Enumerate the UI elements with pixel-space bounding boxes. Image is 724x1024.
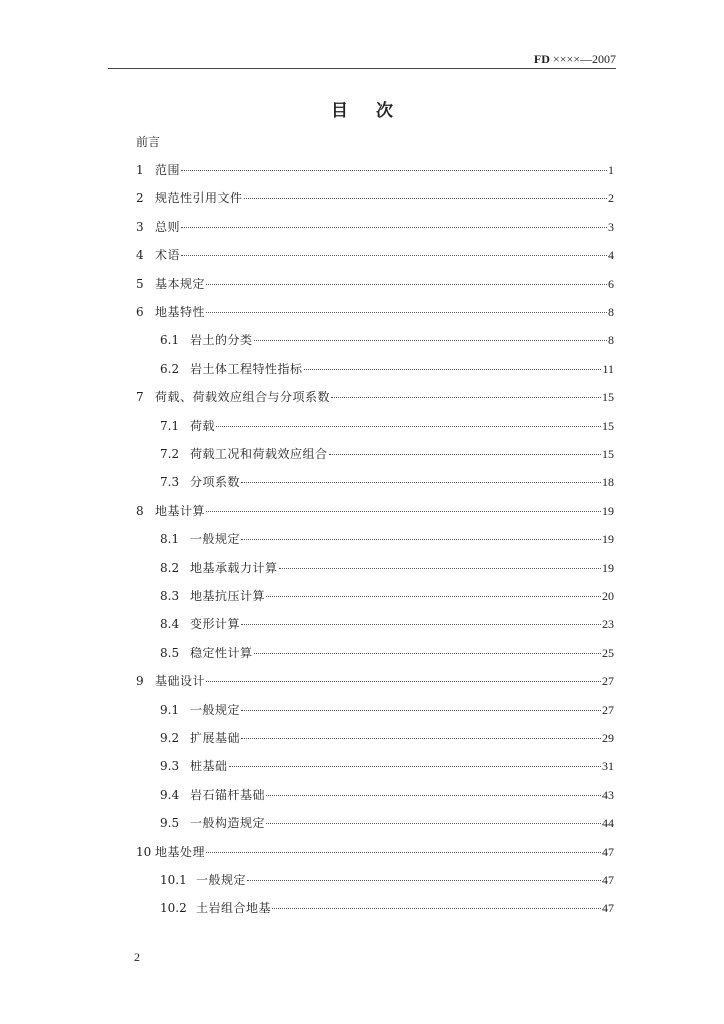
page-title: 目次 [331, 101, 421, 121]
toc-entry-title: 一般规定 [190, 532, 241, 547]
toc-entry-number: 1 [136, 163, 144, 177]
toc-entry[interactable] [136, 161, 614, 177]
toc-entry[interactable] [160, 417, 614, 433]
toc-entry[interactable] [160, 814, 614, 830]
toc-entry[interactable] [160, 615, 614, 631]
toc-entry-page: 15 [602, 447, 614, 461]
toc-leader-dots [331, 397, 601, 398]
toc-leader-dots [304, 369, 602, 370]
toc-entry-title: 分项系数 [190, 475, 241, 490]
toc-entry-title: 范围 [155, 163, 181, 177]
toc-leader-dots [266, 795, 601, 796]
toc-entry-number: 8.3 [160, 589, 180, 603]
document-code [534, 52, 616, 67]
toc-entry-number: 7.1 [160, 418, 180, 433]
toc-entry[interactable] [136, 843, 614, 859]
toc-entry[interactable] [136, 246, 614, 262]
toc-leader-dots [206, 511, 601, 512]
toc-entry[interactable] [160, 587, 614, 603]
toc-entry-page: 47 [602, 901, 614, 916]
toc-entry-number: 6.1 [160, 333, 180, 348]
document-code-prefix: FD [533, 52, 550, 66]
toc-entry-page: 18 [602, 475, 614, 490]
toc-entry-title: 荷载 [190, 418, 216, 433]
toc-leader-dots [279, 568, 601, 569]
toc-entry-page: 43 [602, 787, 614, 802]
toc-leader-dots [272, 908, 601, 909]
toc-entry-page: 8 [608, 333, 614, 348]
toc-entry-page: 27 [602, 702, 614, 717]
toc-entry-number: 9.2 [160, 731, 180, 745]
toc-entry-title: 岩土体工程特性指标 [190, 361, 303, 376]
toc-entry-title: 稳定性计算 [190, 645, 253, 660]
toc-entry-number: 9.3 [160, 759, 180, 774]
toc-entry-title: 地基处理 [155, 844, 206, 859]
toc-entry-number: 4 [136, 248, 144, 263]
toc-entry-page: 19 [602, 503, 614, 518]
toc-entry[interactable] [136, 303, 614, 319]
toc-entry-page: 4 [608, 248, 614, 263]
toc-leader-dots [241, 624, 601, 625]
toc-entry-number: 8.2 [160, 560, 180, 575]
toc-leader-dots [266, 596, 601, 597]
toc-leader-dots [241, 539, 601, 540]
toc-entry-number: 8.1 [160, 532, 180, 547]
document-code-number: ××××—2007 [549, 52, 616, 66]
toc-entry-title: 荷载、荷载效应组合与分项系数 [155, 390, 331, 405]
toc-entry-number: 9.1 [160, 702, 180, 717]
toc-entry-title: 规范性引用文件 [155, 191, 243, 206]
toc-entry-page: 19 [602, 532, 614, 547]
toc-entry[interactable] [160, 757, 614, 773]
toc-entry[interactable] [160, 871, 614, 887]
toc-entry-title: 变形计算 [190, 617, 241, 632]
toc-leader-dots [241, 710, 601, 711]
toc-entry-page: 47 [602, 873, 614, 887]
toc-entry-number: 6 [136, 305, 144, 319]
toc-entry-page: 27 [602, 674, 614, 689]
toc-leader-dots [254, 340, 607, 341]
toc-entry[interactable] [160, 899, 614, 915]
toc-entry-title: 术语 [155, 248, 181, 263]
toc-entry[interactable] [136, 275, 614, 291]
toc-entry-number: 8.4 [160, 617, 180, 632]
toc-entry[interactable] [160, 331, 614, 347]
toc-entry-page: 19 [602, 560, 614, 575]
toc-entry-page: 20 [602, 589, 614, 603]
toc-entry[interactable] [160, 729, 614, 745]
toc-entry-title: 一般规定 [190, 702, 241, 717]
toc-entry-title: 荷载工况和荷载效应组合 [190, 447, 328, 461]
toc-entry-title: 地基特性 [155, 305, 206, 319]
toc-entry-page: 6 [608, 276, 614, 291]
toc-entry-title: 总则 [155, 219, 181, 234]
toc-entry-page: 23 [602, 617, 614, 632]
toc-entry-page: 15 [602, 418, 614, 433]
toc-entry-page: 44 [602, 816, 614, 831]
toc-entry[interactable] [160, 701, 614, 717]
toc-leader-dots [181, 255, 607, 256]
toc-entry[interactable] [160, 559, 614, 575]
toc-entry[interactable] [136, 388, 614, 404]
toc-entry-title: 桩基础 [190, 759, 228, 774]
toc-leader-dots [181, 170, 607, 171]
toc-entry-title: 地基计算 [155, 503, 206, 518]
toc-entry-page: 25 [602, 645, 614, 660]
toc-entry[interactable] [136, 189, 614, 205]
toc-entry-number: 7.3 [160, 475, 180, 490]
toc-entry-number: 7.2 [160, 447, 180, 461]
toc-leader-dots [229, 766, 601, 767]
toc-entry-number: 9.4 [160, 787, 180, 802]
toc-entry-number: 2 [136, 191, 144, 206]
toc-entry[interactable] [136, 502, 614, 518]
toc-entry-page: 11 [602, 361, 614, 376]
toc-entry-title: 扩展基础 [190, 731, 241, 745]
toc-leader-dots [206, 312, 607, 313]
toc-entry[interactable] [160, 360, 614, 376]
toc-preface: 前言 [136, 135, 161, 149]
toc-leader-dots [206, 681, 601, 682]
toc-entry[interactable] [136, 672, 614, 688]
toc-entry-title: 一般构造规定 [190, 816, 266, 831]
toc-entry-number: 8.5 [160, 645, 180, 660]
toc-entry[interactable] [160, 473, 614, 489]
toc-leader-dots [244, 198, 607, 199]
toc-entry-title: 地基承载力计算 [190, 560, 278, 575]
page-header [108, 50, 616, 69]
page-number: 2 [134, 950, 140, 964]
toc-entry-number: 9 [136, 674, 144, 689]
toc-entry-number: 6.2 [160, 361, 180, 376]
toc-leader-dots [241, 482, 601, 483]
toc-entry-page: 3 [608, 219, 614, 234]
toc-leader-dots [216, 426, 601, 427]
toc-entry-page: 8 [608, 305, 614, 319]
toc-entry-title: 基本规定 [155, 276, 206, 291]
toc-entry-number: 7 [136, 390, 144, 405]
toc-entry[interactable] [160, 445, 614, 461]
toc-leader-dots [241, 738, 601, 739]
toc-entry-page: 47 [602, 844, 614, 859]
toc-entry-number: 10 [136, 844, 152, 859]
toc-entry-page: 1 [608, 163, 614, 177]
toc-entry-page: 31 [602, 759, 614, 774]
toc-entry-title: 地基抗压计算 [190, 589, 266, 603]
toc-leader-dots [254, 653, 601, 654]
toc-entry-number: 3 [136, 219, 144, 234]
toc-entry-title: 基础设计 [155, 674, 206, 689]
toc-entry[interactable] [160, 644, 614, 660]
toc-entry-number: 10.2 [160, 901, 187, 916]
toc-entry-title: 岩土的分类 [190, 333, 253, 348]
toc-entry-page: 15 [602, 390, 614, 405]
toc-entry-number: 5 [136, 276, 144, 291]
toc-entry-page: 2 [608, 191, 614, 206]
toc-entry-title: 岩石锚杆基础 [190, 787, 266, 802]
toc-entry-number: 10.1 [160, 873, 187, 887]
toc-entry-number: 8 [136, 503, 144, 518]
toc-entry[interactable] [160, 530, 614, 546]
toc-leader-dots [206, 284, 607, 285]
toc-entry[interactable] [160, 786, 614, 802]
toc-leader-dots [181, 227, 607, 228]
toc-entry-number: 9.5 [160, 816, 180, 831]
toc-leader-dots [206, 852, 601, 853]
toc-entry-title: 一般规定 [196, 873, 247, 887]
toc-entry-title: 土岩组合地基 [196, 901, 272, 916]
toc-leader-dots [266, 823, 601, 824]
toc-entry-page: 29 [602, 731, 614, 745]
toc-entry[interactable] [136, 218, 614, 234]
toc-leader-dots [247, 880, 601, 881]
toc-leader-dots [329, 454, 601, 455]
